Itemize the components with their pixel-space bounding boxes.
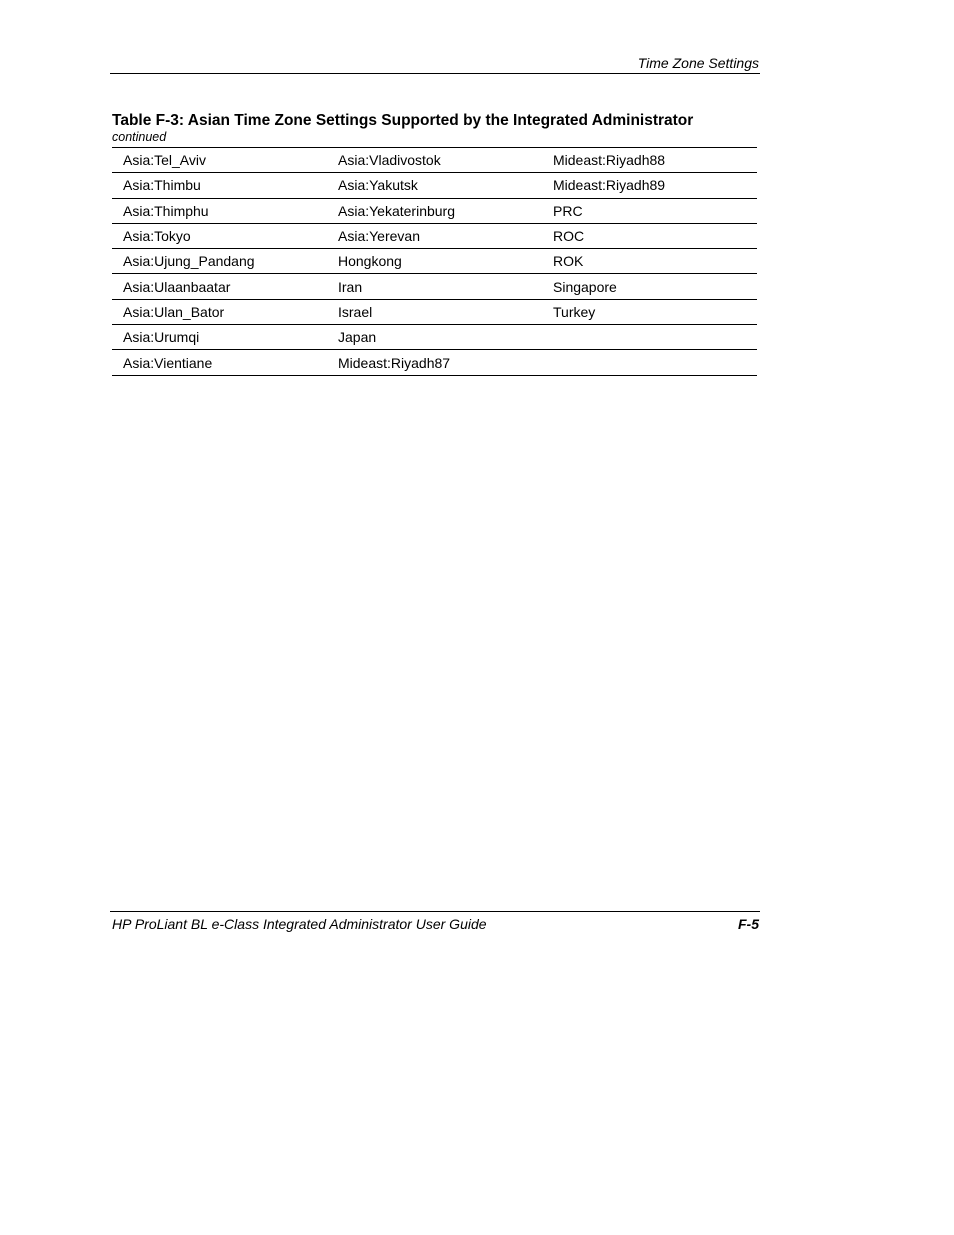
table-cell: Israel: [327, 299, 542, 324]
table-cell: Asia:Thimphu: [112, 198, 327, 223]
table-caption: [112, 111, 762, 144]
table-row: [112, 249, 757, 274]
table-cell: Singapore: [542, 274, 757, 299]
table-row: [112, 148, 757, 173]
table-cell: Turkey: [542, 299, 757, 324]
table-cell: Mideast:Riyadh88: [542, 148, 757, 173]
table-cell: Hongkong: [327, 249, 542, 274]
guide-title: HP ProLiant BL e-Class Integrated Administrator User Guide: [112, 916, 487, 932]
running-header: [110, 52, 760, 74]
table-row: [112, 173, 757, 198]
table-cell: Asia:Vientiane: [112, 350, 327, 375]
table-cell: Asia:Yakutsk: [327, 173, 542, 198]
table-row: [112, 299, 757, 324]
table-row: [112, 223, 757, 248]
table-cell: Asia:Ulaanbaatar: [112, 274, 327, 299]
table-cell: [542, 350, 757, 375]
table-cell: ROK: [542, 249, 757, 274]
page-number: F-5: [738, 916, 759, 932]
table-cell: Asia:Tel_Aviv: [112, 148, 327, 173]
table-cell: PRC: [542, 198, 757, 223]
table-cell: Asia:Tokyo: [112, 223, 327, 248]
table-row: [112, 198, 757, 223]
table-cell: Asia:Thimbu: [112, 173, 327, 198]
table-cell: Asia:Yerevan: [327, 223, 542, 248]
table-cell: Iran: [327, 274, 542, 299]
table-row: [112, 274, 757, 299]
table-cell: Mideast:Riyadh87: [327, 350, 542, 375]
table-cell: Asia:Ujung_Pandang: [112, 249, 327, 274]
table-row: [112, 325, 757, 350]
time-zone-table: [112, 147, 757, 376]
table-row: [112, 350, 757, 375]
table-continued-note: continued: [112, 130, 167, 144]
section-title: Time Zone Settings: [637, 55, 759, 71]
table-cell: ROC: [542, 223, 757, 248]
table-title: Table F-3: Asian Time Zone Settings Supported by the Integrated Administrator: [112, 112, 694, 129]
running-footer: [110, 911, 760, 933]
table-cell: Asia:Urumqi: [112, 325, 327, 350]
table-cell: Japan: [327, 325, 542, 350]
table-cell: [542, 325, 757, 350]
table-cell: Mideast:Riyadh89: [542, 173, 757, 198]
table-cell: Asia:Yekaterinburg: [327, 198, 542, 223]
table-cell: Asia:Vladivostok: [327, 148, 542, 173]
table-cell: Asia:Ulan_Bator: [112, 299, 327, 324]
